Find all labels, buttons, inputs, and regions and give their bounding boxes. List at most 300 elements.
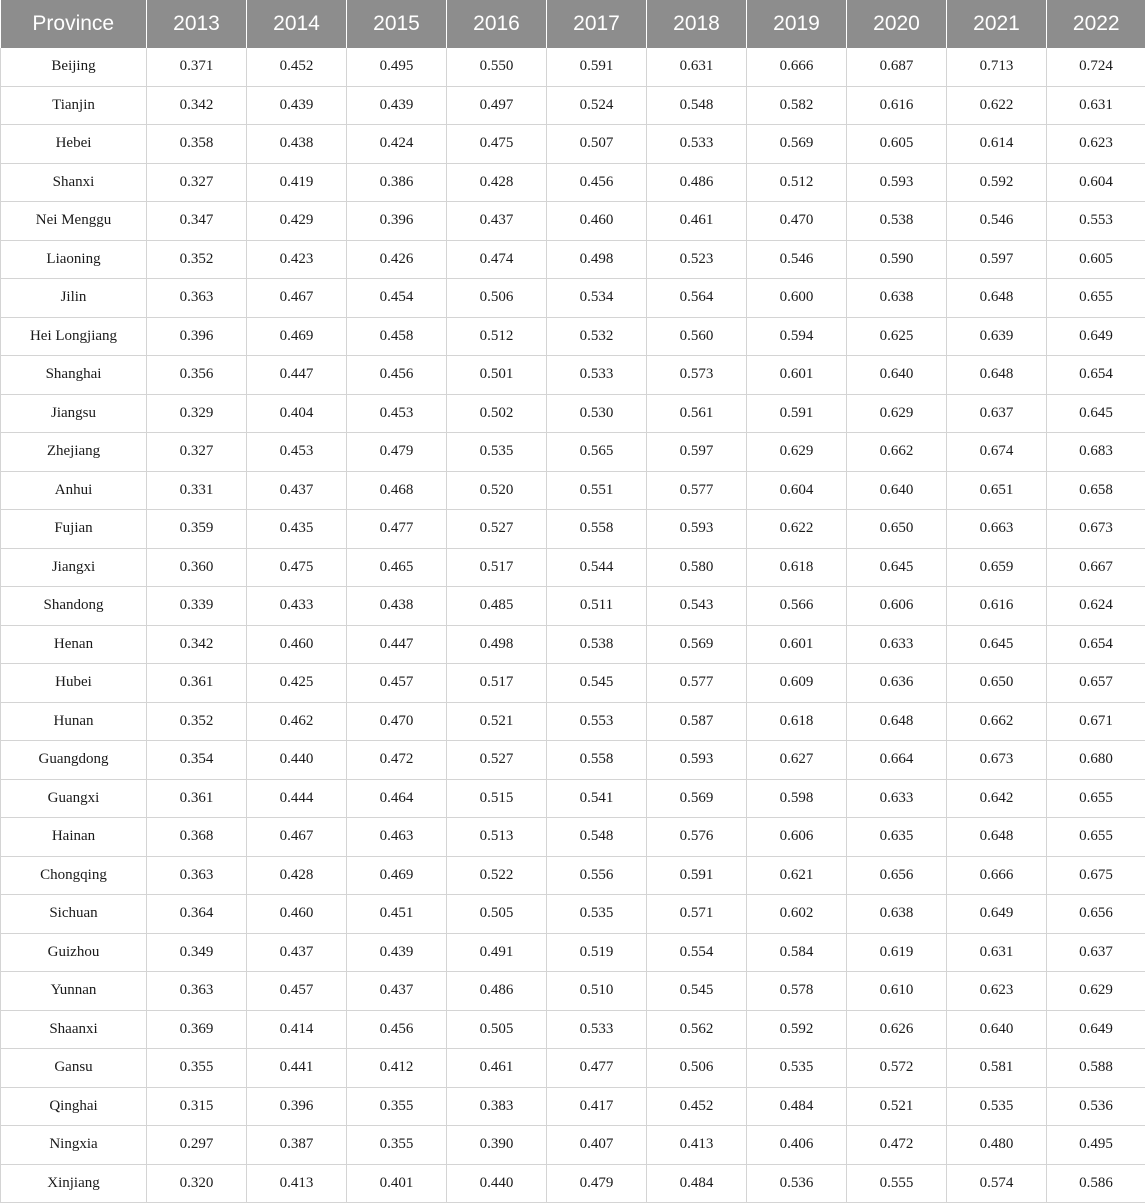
province-cell: Liaoning [1, 240, 147, 279]
value-cell: 0.558 [547, 741, 647, 780]
value-cell: 0.433 [247, 587, 347, 626]
table-row [1, 163, 1145, 202]
value-cell: 0.631 [947, 933, 1047, 972]
value-cell: 0.601 [747, 356, 847, 395]
value-cell: 0.533 [547, 356, 647, 395]
province-cell: Tianjin [1, 86, 147, 125]
value-cell: 0.624 [1047, 587, 1145, 626]
value-cell: 0.461 [647, 202, 747, 241]
value-cell: 0.655 [1047, 779, 1145, 818]
value-cell: 0.447 [347, 625, 447, 664]
value-cell: 0.656 [847, 856, 947, 895]
value-cell: 0.506 [647, 1049, 747, 1088]
value-cell: 0.360 [147, 548, 247, 587]
value-cell: 0.673 [947, 741, 1047, 780]
value-cell: 0.470 [347, 702, 447, 741]
column-header-year: 2019 [747, 0, 847, 48]
value-cell: 0.358 [147, 125, 247, 164]
value-cell: 0.618 [747, 702, 847, 741]
value-cell: 0.437 [247, 471, 347, 510]
value-cell: 0.645 [947, 625, 1047, 664]
value-cell: 0.533 [547, 1010, 647, 1049]
value-cell: 0.363 [147, 279, 247, 318]
value-cell: 0.462 [247, 702, 347, 741]
value-cell: 0.475 [447, 125, 547, 164]
value-cell: 0.664 [847, 741, 947, 780]
table-row [1, 202, 1145, 241]
column-header-year: 2021 [947, 0, 1047, 48]
value-cell: 0.651 [947, 471, 1047, 510]
value-cell: 0.569 [647, 779, 747, 818]
province-cell: Guangxi [1, 779, 147, 818]
province-cell: Gansu [1, 1049, 147, 1088]
value-cell: 0.327 [147, 163, 247, 202]
value-cell: 0.667 [1047, 548, 1145, 587]
value-cell: 0.680 [1047, 741, 1145, 780]
value-cell: 0.654 [1047, 356, 1145, 395]
value-cell: 0.521 [447, 702, 547, 741]
value-cell: 0.441 [247, 1049, 347, 1088]
value-cell: 0.361 [147, 664, 247, 703]
value-cell: 0.535 [447, 433, 547, 472]
table-row [1, 779, 1145, 818]
value-cell: 0.437 [247, 933, 347, 972]
value-cell: 0.364 [147, 895, 247, 934]
value-cell: 0.580 [647, 548, 747, 587]
value-cell: 0.423 [247, 240, 347, 279]
value-cell: 0.535 [547, 895, 647, 934]
value-cell: 0.572 [847, 1049, 947, 1088]
value-cell: 0.506 [447, 279, 547, 318]
value-cell: 0.591 [647, 856, 747, 895]
value-cell: 0.548 [547, 818, 647, 857]
value-cell: 0.355 [347, 1126, 447, 1165]
value-cell: 0.633 [847, 779, 947, 818]
value-cell: 0.604 [1047, 163, 1145, 202]
value-cell: 0.440 [247, 741, 347, 780]
value-cell: 0.642 [947, 779, 1047, 818]
value-cell: 0.619 [847, 933, 947, 972]
value-cell: 0.578 [747, 972, 847, 1011]
table-row [1, 240, 1145, 279]
value-cell: 0.546 [947, 202, 1047, 241]
value-cell: 0.554 [647, 933, 747, 972]
value-cell: 0.671 [1047, 702, 1145, 741]
province-cell: Anhui [1, 471, 147, 510]
table-row [1, 1049, 1145, 1088]
value-cell: 0.456 [347, 356, 447, 395]
table-row [1, 433, 1145, 472]
value-cell: 0.627 [747, 741, 847, 780]
column-header-year: 2013 [147, 0, 247, 48]
table-row [1, 741, 1145, 780]
value-cell: 0.458 [347, 317, 447, 356]
value-cell: 0.541 [547, 779, 647, 818]
value-cell: 0.616 [847, 86, 947, 125]
value-cell: 0.562 [647, 1010, 747, 1049]
value-cell: 0.437 [347, 972, 447, 1011]
value-cell: 0.550 [447, 48, 547, 86]
province-cell: Yunnan [1, 972, 147, 1011]
table-row [1, 471, 1145, 510]
value-cell: 0.569 [747, 125, 847, 164]
value-cell: 0.666 [747, 48, 847, 86]
value-cell: 0.484 [747, 1087, 847, 1126]
value-cell: 0.674 [947, 433, 1047, 472]
value-cell: 0.601 [747, 625, 847, 664]
value-cell: 0.524 [547, 86, 647, 125]
value-cell: 0.584 [747, 933, 847, 972]
value-cell: 0.629 [1047, 972, 1145, 1011]
value-cell: 0.649 [1047, 317, 1145, 356]
value-cell: 0.600 [747, 279, 847, 318]
value-cell: 0.591 [547, 48, 647, 86]
value-cell: 0.519 [547, 933, 647, 972]
column-header-year: 2018 [647, 0, 747, 48]
value-cell: 0.331 [147, 471, 247, 510]
value-cell: 0.592 [947, 163, 1047, 202]
value-cell: 0.650 [947, 664, 1047, 703]
table-row [1, 48, 1145, 86]
value-cell: 0.536 [1047, 1087, 1145, 1126]
value-cell: 0.650 [847, 510, 947, 549]
value-cell: 0.361 [147, 779, 247, 818]
table-row [1, 394, 1145, 433]
value-cell: 0.590 [847, 240, 947, 279]
value-cell: 0.470 [747, 202, 847, 241]
value-cell: 0.544 [547, 548, 647, 587]
value-cell: 0.475 [247, 548, 347, 587]
value-cell: 0.457 [347, 664, 447, 703]
value-cell: 0.477 [547, 1049, 647, 1088]
value-cell: 0.396 [347, 202, 447, 241]
value-cell: 0.457 [247, 972, 347, 1011]
value-cell: 0.597 [647, 433, 747, 472]
column-header-year: 2020 [847, 0, 947, 48]
value-cell: 0.622 [947, 86, 1047, 125]
table-row [1, 818, 1145, 857]
value-cell: 0.469 [347, 856, 447, 895]
value-cell: 0.517 [447, 664, 547, 703]
value-cell: 0.614 [947, 125, 1047, 164]
value-cell: 0.573 [647, 356, 747, 395]
value-cell: 0.486 [647, 163, 747, 202]
value-cell: 0.368 [147, 818, 247, 857]
value-cell: 0.640 [847, 471, 947, 510]
value-cell: 0.535 [747, 1049, 847, 1088]
value-cell: 0.320 [147, 1164, 247, 1203]
value-cell: 0.456 [347, 1010, 447, 1049]
value-cell: 0.463 [347, 818, 447, 857]
value-cell: 0.428 [447, 163, 547, 202]
value-cell: 0.561 [647, 394, 747, 433]
value-cell: 0.515 [447, 779, 547, 818]
value-cell: 0.502 [447, 394, 547, 433]
value-cell: 0.638 [847, 279, 947, 318]
table-row [1, 625, 1145, 664]
value-cell: 0.347 [147, 202, 247, 241]
value-cell: 0.592 [747, 1010, 847, 1049]
value-cell: 0.666 [947, 856, 1047, 895]
value-cell: 0.355 [347, 1087, 447, 1126]
value-cell: 0.655 [1047, 818, 1145, 857]
value-cell: 0.352 [147, 240, 247, 279]
value-cell: 0.342 [147, 625, 247, 664]
value-cell: 0.396 [247, 1087, 347, 1126]
value-cell: 0.517 [447, 548, 547, 587]
value-cell: 0.662 [847, 433, 947, 472]
value-cell: 0.713 [947, 48, 1047, 86]
value-cell: 0.623 [947, 972, 1047, 1011]
value-cell: 0.663 [947, 510, 1047, 549]
value-cell: 0.396 [147, 317, 247, 356]
value-cell: 0.586 [1047, 1164, 1145, 1203]
value-cell: 0.315 [147, 1087, 247, 1126]
value-cell: 0.498 [447, 625, 547, 664]
value-cell: 0.513 [447, 818, 547, 857]
value-cell: 0.456 [547, 163, 647, 202]
value-cell: 0.530 [547, 394, 647, 433]
value-cell: 0.477 [347, 510, 447, 549]
table-row [1, 86, 1145, 125]
table-row [1, 664, 1145, 703]
value-cell: 0.527 [447, 741, 547, 780]
value-cell: 0.495 [1047, 1126, 1145, 1165]
value-cell: 0.645 [847, 548, 947, 587]
value-cell: 0.497 [447, 86, 547, 125]
value-cell: 0.635 [847, 818, 947, 857]
value-cell: 0.426 [347, 240, 447, 279]
column-header-year: 2017 [547, 0, 647, 48]
value-cell: 0.629 [847, 394, 947, 433]
table-header [1, 0, 1145, 48]
value-cell: 0.339 [147, 587, 247, 626]
value-cell: 0.354 [147, 741, 247, 780]
column-header-province: Province [1, 0, 147, 48]
value-cell: 0.593 [647, 510, 747, 549]
value-cell: 0.440 [447, 1164, 547, 1203]
value-cell: 0.435 [247, 510, 347, 549]
value-cell: 0.533 [647, 125, 747, 164]
value-cell: 0.464 [347, 779, 447, 818]
province-cell: Guangdong [1, 741, 147, 780]
value-cell: 0.507 [547, 125, 647, 164]
value-cell: 0.472 [347, 741, 447, 780]
table-row [1, 279, 1145, 318]
value-cell: 0.675 [1047, 856, 1145, 895]
value-cell: 0.658 [1047, 471, 1145, 510]
value-cell: 0.626 [847, 1010, 947, 1049]
value-cell: 0.623 [1047, 125, 1145, 164]
value-cell: 0.640 [947, 1010, 1047, 1049]
value-cell: 0.639 [947, 317, 1047, 356]
value-cell: 0.545 [647, 972, 747, 1011]
value-cell: 0.654 [1047, 625, 1145, 664]
value-cell: 0.404 [247, 394, 347, 433]
value-cell: 0.591 [747, 394, 847, 433]
value-cell: 0.355 [147, 1049, 247, 1088]
value-cell: 0.657 [1047, 664, 1145, 703]
value-cell: 0.560 [647, 317, 747, 356]
value-cell: 0.648 [947, 356, 1047, 395]
value-cell: 0.638 [847, 895, 947, 934]
table-row [1, 356, 1145, 395]
value-cell: 0.424 [347, 125, 447, 164]
province-cell: Hunan [1, 702, 147, 741]
value-cell: 0.485 [447, 587, 547, 626]
table-row [1, 1010, 1145, 1049]
province-cell: Nei Menggu [1, 202, 147, 241]
value-cell: 0.407 [547, 1126, 647, 1165]
value-cell: 0.637 [1047, 933, 1145, 972]
value-cell: 0.605 [847, 125, 947, 164]
value-cell: 0.605 [1047, 240, 1145, 279]
value-cell: 0.511 [547, 587, 647, 626]
value-cell: 0.469 [247, 317, 347, 356]
value-cell: 0.479 [547, 1164, 647, 1203]
value-cell: 0.491 [447, 933, 547, 972]
value-cell: 0.616 [947, 587, 1047, 626]
value-cell: 0.359 [147, 510, 247, 549]
value-cell: 0.673 [1047, 510, 1145, 549]
province-cell: Guizhou [1, 933, 147, 972]
value-cell: 0.553 [547, 702, 647, 741]
province-cell: Shaanxi [1, 1010, 147, 1049]
province-cell: Beijing [1, 48, 147, 86]
table-row [1, 317, 1145, 356]
value-cell: 0.495 [347, 48, 447, 86]
value-cell: 0.467 [247, 818, 347, 857]
province-cell: Shandong [1, 587, 147, 626]
table-row [1, 933, 1145, 972]
value-cell: 0.386 [347, 163, 447, 202]
value-cell: 0.588 [1047, 1049, 1145, 1088]
value-cell: 0.655 [1047, 279, 1145, 318]
value-cell: 0.648 [947, 279, 1047, 318]
value-cell: 0.412 [347, 1049, 447, 1088]
value-cell: 0.587 [647, 702, 747, 741]
value-cell: 0.461 [447, 1049, 547, 1088]
value-cell: 0.474 [447, 240, 547, 279]
value-cell: 0.467 [247, 279, 347, 318]
value-cell: 0.444 [247, 779, 347, 818]
value-cell: 0.564 [647, 279, 747, 318]
value-cell: 0.498 [547, 240, 647, 279]
value-cell: 0.633 [847, 625, 947, 664]
table-row [1, 548, 1145, 587]
header-row [1, 0, 1145, 48]
value-cell: 0.297 [147, 1126, 247, 1165]
value-cell: 0.538 [847, 202, 947, 241]
value-cell: 0.429 [247, 202, 347, 241]
value-cell: 0.401 [347, 1164, 447, 1203]
value-cell: 0.484 [647, 1164, 747, 1203]
value-cell: 0.683 [1047, 433, 1145, 472]
province-cell: Jiangsu [1, 394, 147, 433]
province-cell: Shanghai [1, 356, 147, 395]
column-header-year: 2014 [247, 0, 347, 48]
value-cell: 0.512 [747, 163, 847, 202]
table-row [1, 856, 1145, 895]
value-cell: 0.602 [747, 895, 847, 934]
value-cell: 0.327 [147, 433, 247, 472]
value-cell: 0.566 [747, 587, 847, 626]
value-cell: 0.618 [747, 548, 847, 587]
column-header-year: 2015 [347, 0, 447, 48]
value-cell: 0.576 [647, 818, 747, 857]
value-cell: 0.439 [347, 86, 447, 125]
value-cell: 0.414 [247, 1010, 347, 1049]
value-cell: 0.534 [547, 279, 647, 318]
value-cell: 0.532 [547, 317, 647, 356]
value-cell: 0.622 [747, 510, 847, 549]
province-cell: Sichuan [1, 895, 147, 934]
value-cell: 0.522 [447, 856, 547, 895]
value-cell: 0.636 [847, 664, 947, 703]
value-cell: 0.687 [847, 48, 947, 86]
value-cell: 0.438 [347, 587, 447, 626]
province-cell: Hainan [1, 818, 147, 857]
value-cell: 0.597 [947, 240, 1047, 279]
value-cell: 0.648 [847, 702, 947, 741]
value-cell: 0.536 [747, 1164, 847, 1203]
table-row [1, 1164, 1145, 1203]
province-cell: Zhejiang [1, 433, 147, 472]
value-cell: 0.406 [747, 1126, 847, 1165]
province-cell: Henan [1, 625, 147, 664]
province-cell: Hei Longjiang [1, 317, 147, 356]
table-row [1, 510, 1145, 549]
table-row [1, 125, 1145, 164]
value-cell: 0.453 [347, 394, 447, 433]
province-cell: Qinghai [1, 1087, 147, 1126]
value-cell: 0.349 [147, 933, 247, 972]
province-cell: Jilin [1, 279, 147, 318]
value-cell: 0.438 [247, 125, 347, 164]
table-row [1, 587, 1145, 626]
value-cell: 0.577 [647, 664, 747, 703]
value-cell: 0.593 [847, 163, 947, 202]
value-cell: 0.594 [747, 317, 847, 356]
value-cell: 0.439 [247, 86, 347, 125]
value-cell: 0.342 [147, 86, 247, 125]
value-cell: 0.387 [247, 1126, 347, 1165]
value-cell: 0.454 [347, 279, 447, 318]
value-cell: 0.523 [647, 240, 747, 279]
value-cell: 0.574 [947, 1164, 1047, 1203]
value-cell: 0.363 [147, 972, 247, 1011]
province-cell: Chongqing [1, 856, 147, 895]
value-cell: 0.546 [747, 240, 847, 279]
value-cell: 0.468 [347, 471, 447, 510]
value-cell: 0.545 [547, 664, 647, 703]
value-cell: 0.452 [247, 48, 347, 86]
value-cell: 0.447 [247, 356, 347, 395]
value-cell: 0.501 [447, 356, 547, 395]
value-cell: 0.606 [747, 818, 847, 857]
value-cell: 0.535 [947, 1087, 1047, 1126]
province-cell: Fujian [1, 510, 147, 549]
table-row [1, 895, 1145, 934]
province-cell: Shanxi [1, 163, 147, 202]
value-cell: 0.609 [747, 664, 847, 703]
value-cell: 0.621 [747, 856, 847, 895]
value-cell: 0.329 [147, 394, 247, 433]
value-cell: 0.505 [447, 895, 547, 934]
value-cell: 0.369 [147, 1010, 247, 1049]
value-cell: 0.548 [647, 86, 747, 125]
value-cell: 0.555 [847, 1164, 947, 1203]
